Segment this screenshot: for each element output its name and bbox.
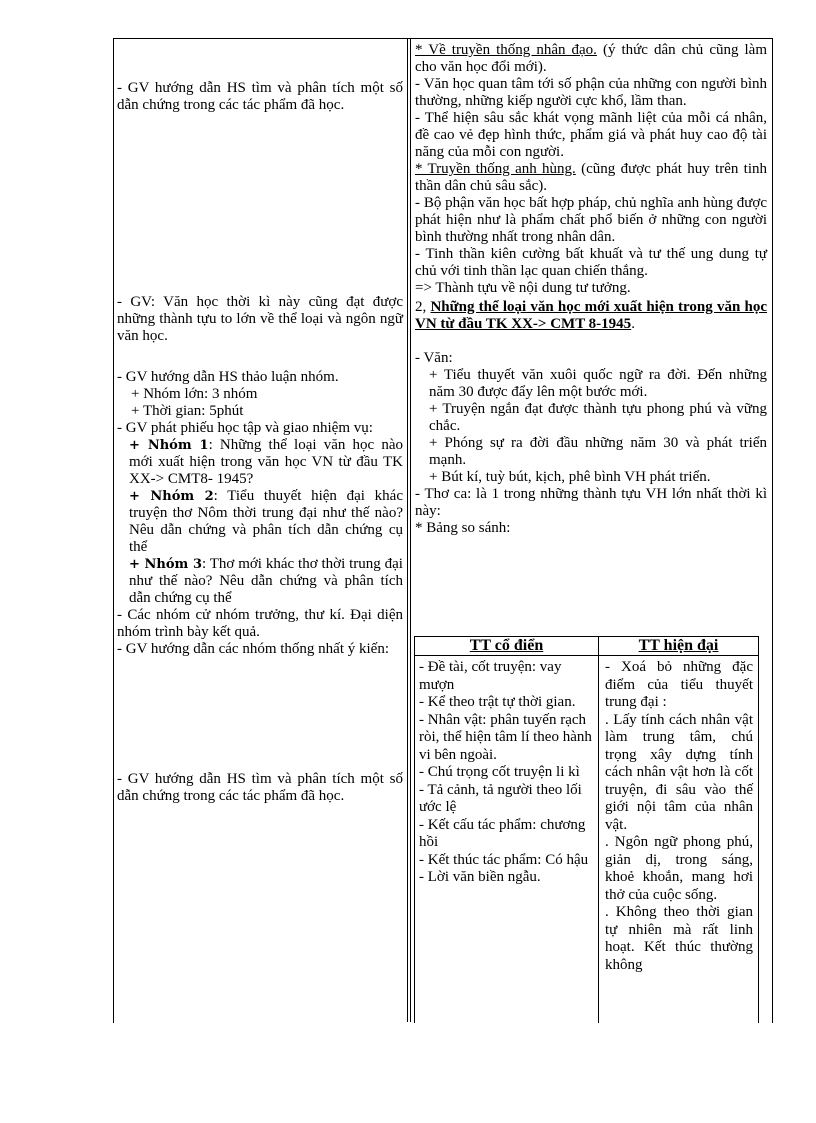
comparison-table-divider xyxy=(598,637,599,1023)
group-2-text: : Tiểu thuyết hiện đại khác truyện thơ Nôm thời trung đại như thế nào? Nêu dẫn chứng và phân tích dẫn chứng cụ thể xyxy=(129,488,403,555)
teacher-activity-2 xyxy=(117,294,403,345)
section-2-number: 2, xyxy=(415,299,431,315)
column-divider-inner xyxy=(410,38,411,1022)
group-secretary: - Các nhóm cử nhóm trưởng, thư kí. Đại diện nhóm trình bày kết quả. xyxy=(117,607,403,640)
content-column xyxy=(415,42,767,537)
classic-novel-header: TT cổ điển xyxy=(469,637,544,654)
modern-novel-cell xyxy=(605,659,753,974)
large-groups: + Nhóm lớn: 3 nhóm xyxy=(131,386,258,402)
time-limit: + Thời gian: 5phút xyxy=(131,403,244,419)
classic-item: - Kết thúc tác phẩm: Có hậu xyxy=(419,851,589,868)
classic-item: - Tả cảnh, tả người theo lối ước lệ xyxy=(419,781,582,815)
humanist-point: - Văn học quan tâm tới số phận của những con người bình thường, những kiếp người cực khổ, lầm than. xyxy=(415,76,767,109)
prose-point: + Truyện ngắn đạt được thành tựu phong phú và vững chắc. xyxy=(429,401,767,434)
group-3-text: : Thơ mới khác thơ thời trung đại như thế nào? Nêu dẫn chứng và phân tích dẫn chứng cụ thể xyxy=(129,556,403,606)
teacher-activity-3 xyxy=(117,369,403,658)
comparison-table xyxy=(414,636,759,1023)
humanist-tradition xyxy=(415,42,767,76)
classic-item: - Nhân vật: phân tuyến rạch ròi, thể hiện tâm lí theo hành vi bên ngoài. xyxy=(419,711,592,763)
heroic-note: (cũng được phát huy trên tinh thần dân chủ sâu sắc). xyxy=(415,161,767,194)
group-1-task xyxy=(117,437,403,488)
teacher-activity-1 xyxy=(117,80,403,114)
column-divider xyxy=(407,38,408,1022)
classic-item: - Lời văn biền ngẫu. xyxy=(419,869,541,885)
group-2-task xyxy=(117,488,403,556)
group-1-text: : Những thể loại văn học nào mới xuất hiện trong văn học VN từ đầu TK XX-> CMT8- 1945? xyxy=(129,437,403,487)
group-3-label: + Nhóm 3 xyxy=(129,557,202,572)
classic-item: - Kể theo trật tự thời gian. xyxy=(419,694,576,710)
heroic-heading: * Truyền thống anh hùng. xyxy=(415,161,576,177)
humanist-point: - Thể hiện sâu sắc khát vọng mãnh liệt của mỗi cá nhân, đề cao vẻ đẹp hình thức, phẩm giá và phát huy cao độ tài năng của mỗi con người. xyxy=(415,110,767,160)
heroic-conclusion: => Thành tựu về nội dung tư tưởng. xyxy=(415,280,631,296)
section-2-end: . xyxy=(631,316,635,332)
prose-point: + Bút kí, tuỳ bút, kịch, phê bình VH phát triển. xyxy=(429,469,711,485)
modern-novel-header: TT hiện đại xyxy=(638,637,719,654)
prose-point: + Phóng sự ra đời đầu những năm 30 và phát triển mạnh. xyxy=(429,435,767,468)
humanist-heading: * Về truyền thống nhân đạo. xyxy=(415,42,597,58)
classic-item: - Kết cấu tác phẩm: chương hồi xyxy=(419,816,586,850)
poetry-line: - Thơ ca: là 1 trong những thành tựu VH lớn nhất thời kì này: xyxy=(415,486,767,519)
teacher-activity-4 xyxy=(117,771,403,805)
compare-label: * Bảng so sánh: xyxy=(415,520,511,536)
classic-novel-cell xyxy=(419,659,594,887)
text-line: - GV: Văn học thời kì này cũng đạt được những thành tựu to lớn về thể loại và ngôn ngữ văn học. xyxy=(117,294,403,344)
prose-label: - Văn: xyxy=(415,350,453,366)
heroic-point: - Tinh thần kiên cường bất khuất và tư thế ung dung tự chủ với tinh thần lạc quan chiến thắng. xyxy=(415,246,767,279)
text-line: - GV hướng dẫn HS tìm và phân tích một số dẫn chứng trong các tác phẩm đã học. xyxy=(117,771,403,804)
heroic-point: - Bộ phận văn học bất hợp pháp, chủ nghĩa anh hùng được phát hiện như là phẩm chất phổ biến ở những con người bình thường nhất trong nhân dân. xyxy=(415,195,767,245)
humanist-note: (ý thức dân chủ cũng làm cho văn học đổi mới). xyxy=(415,42,767,75)
classic-item: - Đề tài, cốt truyện: vay mượn xyxy=(419,659,562,693)
handout-task: - GV phát phiếu học tập và giao nhiệm vụ: xyxy=(117,420,373,436)
text-line: - GV hướng dẫn HS tìm và phân tích một số dẫn chứng trong các tác phẩm đã học. xyxy=(117,80,403,113)
section-2-title: Những thể loại văn học mới xuất hiện trong văn học VN từ đầu TK XX-> CMT 8-1945 xyxy=(415,299,768,332)
section-2-heading xyxy=(415,299,767,333)
unify-opinion: - GV hướng dẫn các nhóm thống nhất ý kiến: xyxy=(117,641,389,657)
classic-item: - Chú trọng cốt truyện li kì xyxy=(419,764,580,780)
modern-item: . Ngôn ngữ phong phú, giản dị, trong sáng, khoẻ khoắn, mang hơi thở của cuộc sống. xyxy=(605,834,753,903)
modern-item: - Xoá bỏ những đặc điểm của tiểu thuyết trung đại : xyxy=(605,659,753,710)
modern-item: . Lấy tính cách nhân vật làm trung tâm, chú trọng xây dựng tính cách nhân vật hơn là cốt truyện, đi sâu vào thế giới nội tâm của nhân vật. xyxy=(605,711,753,833)
group-discussion-intro: - GV hướng dẫn HS thảo luận nhóm. xyxy=(117,369,339,385)
heroic-tradition xyxy=(415,161,767,195)
modern-item: . Không theo thời gian tự nhiên mà rất linh hoạt. Kết thúc thường không xyxy=(605,904,753,973)
group-1-label: + Nhóm 1 xyxy=(129,438,209,453)
prose-point: + Tiểu thuyết văn xuôi quốc ngữ ra đời. Đến những năm 30 được đẩy lên một bước mới. xyxy=(429,367,767,400)
group-3-task xyxy=(117,556,403,607)
group-2-label: + Nhóm 2 xyxy=(129,489,214,504)
